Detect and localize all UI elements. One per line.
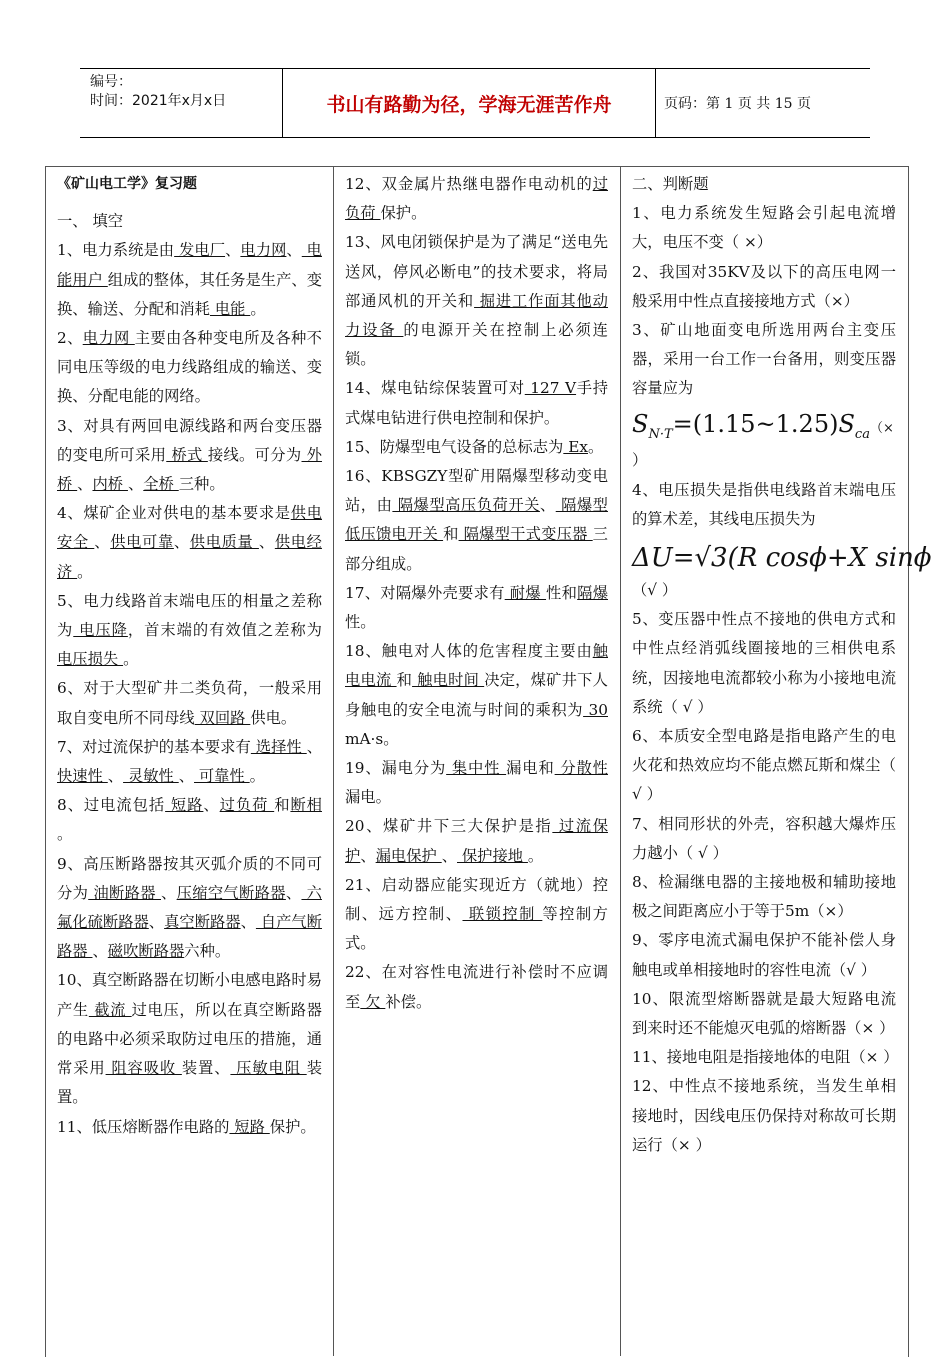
question-11 bbox=[57, 1113, 322, 1142]
judgment-12: 12、中性点不接地系统，当发生单相接地时，因线电压仍保持对称故可长期运行（× ） bbox=[632, 1077, 896, 1154]
answer-blank: 外桥 bbox=[57, 445, 322, 494]
doc-title: 《矿山电工学》复习题 bbox=[57, 176, 197, 192]
header-meta bbox=[90, 73, 280, 111]
judgment-4-mark: （√ ） bbox=[632, 581, 678, 600]
answer-blank: 漏电保护 bbox=[375, 846, 442, 865]
answer-blank: 发电厂 bbox=[174, 241, 226, 260]
answer-blank: 全桥 bbox=[143, 475, 179, 494]
question-text: mA·s。 bbox=[345, 729, 399, 748]
question-text: 组成的整体，其任务是生产、变换、输送、分配和消耗 bbox=[57, 270, 322, 318]
answer-blank: 分散性 bbox=[554, 759, 608, 778]
question-text: 装置。 bbox=[57, 1059, 322, 1107]
question-9 bbox=[57, 850, 322, 967]
question-13 bbox=[345, 228, 608, 374]
question-4 bbox=[57, 499, 322, 587]
answer-blank: 过负荷 bbox=[219, 796, 275, 815]
question-12 bbox=[345, 170, 608, 228]
column-divider bbox=[620, 166, 621, 1356]
answer-blank: 选择性 bbox=[250, 737, 307, 756]
answer-blank: 快速性 bbox=[57, 767, 108, 786]
question-text: 。 bbox=[249, 767, 265, 786]
answer-blank: 桥式 bbox=[166, 445, 208, 464]
question-text: 和 bbox=[443, 525, 459, 544]
question-text: 、 bbox=[286, 241, 302, 260]
question-5 bbox=[57, 587, 322, 675]
question-text: 六种。 bbox=[184, 942, 231, 961]
answer-blank: 隔爆型干式变压器 bbox=[458, 525, 593, 544]
answer-blank: 127 V bbox=[524, 379, 577, 398]
page-total: 15 bbox=[774, 96, 793, 112]
question-17 bbox=[345, 579, 608, 637]
column-3 bbox=[632, 170, 932, 1160]
question-text: 漏电。 bbox=[345, 788, 391, 807]
question-14 bbox=[345, 374, 608, 432]
answer-blank: 过流保护 bbox=[345, 817, 608, 865]
question-text: 、 bbox=[360, 846, 376, 865]
section-heading: 二、判断题 bbox=[632, 175, 709, 193]
question-text: 4、煤矿企业对供电的基本要求是 bbox=[57, 504, 291, 523]
question-text: 。 bbox=[123, 650, 139, 669]
answer-blank: 内桥 bbox=[92, 475, 128, 494]
page-number: 1 bbox=[724, 96, 734, 112]
question-text: 14、煤电钻综保装置可对 bbox=[345, 379, 525, 398]
judgment-5: 5、变压器中性点不接地的供电方式和中性点经消弧线圈接地的三相供电系统，因接地电流都较小称为小接地电流系统（ √ ） bbox=[632, 610, 896, 716]
question-text: 16、KBSGZY型矿用隔爆型移动变电站，由 bbox=[345, 467, 608, 515]
answer-blank: 保护接地 bbox=[457, 846, 528, 865]
formula-transformer-capacity: $S_{N\cdot T}=(1.15\sim 1.25)S_{ca}(\times$ bbox=[632, 409, 894, 442]
question-21 bbox=[345, 871, 608, 959]
question-2 bbox=[57, 324, 322, 412]
question-text: 三部分组成。 bbox=[345, 525, 608, 573]
header-slogan: 书山有路勤为径，学海无涯苦作舟 bbox=[282, 69, 656, 137]
answer-blank: 短路 bbox=[229, 1117, 270, 1136]
question-text: 、 bbox=[240, 913, 256, 932]
question-text: 15、防爆型电气设备的总标志为 bbox=[345, 437, 564, 456]
answer-blank: 油断路器 bbox=[88, 883, 161, 902]
answer-blank: 断相 bbox=[290, 796, 322, 815]
judgment-2: 2、我国对35KV及以下的高压电网一般采用中性点直接接地方式（×） bbox=[632, 262, 896, 310]
question-text: 。 bbox=[77, 562, 93, 581]
question-text: 保护。 bbox=[380, 204, 427, 223]
question-text: 决定，煤矿井下人身触电的安全电流与时间的乘积为 bbox=[345, 671, 608, 719]
question-text: 22、在对容性电流进行补偿时不应调至 bbox=[345, 963, 608, 1011]
question-text: 、 bbox=[225, 241, 241, 260]
section-heading: 一、 填空 bbox=[57, 212, 124, 231]
judgment-7: 7、相同形状的外壳，容积越大爆炸压力越小（ √ ） bbox=[632, 814, 896, 862]
question-text: 、 bbox=[173, 533, 190, 552]
question-text: 、 bbox=[306, 737, 323, 756]
question-text: 、 bbox=[441, 846, 457, 865]
question-text: 13、风电闭锁保护是为了满足“送电先送风，停风必断电”的技术要求，将局部通风机的开关和 bbox=[345, 233, 608, 310]
question-7 bbox=[57, 733, 322, 791]
question-text: 、 bbox=[539, 496, 556, 515]
question-text: 、 bbox=[92, 942, 108, 961]
answer-blank: 供电可靠 bbox=[110, 533, 174, 552]
judgment-3: 3、矿山地面变电所选用两台主变压器，采用一台工作一台备用，则变压器容量应为 bbox=[632, 321, 896, 398]
answer-blank: 掘进工作面其他动力设备 bbox=[345, 291, 608, 340]
question-text: 等控制方式。 bbox=[345, 905, 608, 953]
question-text: 、 bbox=[178, 767, 195, 786]
answer-blank: 供电质量 bbox=[189, 533, 259, 552]
answer-blank: 集中性 bbox=[446, 759, 507, 778]
question-text: 补偿。 bbox=[385, 992, 432, 1011]
answer-blank: 触电电流 bbox=[345, 642, 608, 690]
answer-blank: 截流 bbox=[88, 1000, 132, 1019]
question-text: ，首末端的有效值之差称为 bbox=[127, 621, 322, 640]
question-text: 。 bbox=[527, 846, 544, 865]
question-text: 保护。 bbox=[269, 1117, 316, 1136]
answer-blank: 电压损失 bbox=[57, 650, 124, 669]
column-2 bbox=[345, 170, 608, 1017]
answer-blank: 压敏电阻 bbox=[230, 1059, 307, 1078]
judgment-11: 11、接地电阻是指接地体的电阻（× ） bbox=[632, 1048, 899, 1067]
number-label: 编号： bbox=[90, 74, 132, 90]
judgment-1: 1、电力系统发生短路会引起电流增大，电压不变（ ×） bbox=[632, 204, 896, 252]
question-text: 8、过电流包括 bbox=[57, 796, 166, 815]
question-text: 和 bbox=[396, 671, 413, 690]
answer-blank: 灵敏性 bbox=[123, 767, 179, 786]
column-1 bbox=[57, 170, 322, 1142]
answer-blank: 联锁控制 bbox=[462, 905, 543, 924]
question-text: 性和 bbox=[546, 583, 578, 602]
answer-blank: 短路 bbox=[165, 796, 204, 815]
answer-blank: 供电经济 bbox=[57, 533, 322, 581]
question-text: 、 bbox=[107, 767, 124, 786]
question-text: 12、双金属片热继电器作电动机的 bbox=[345, 175, 593, 193]
question-text: 供电。 bbox=[250, 708, 297, 727]
answer-blank: 隔爆型高压负荷开关 bbox=[392, 496, 540, 515]
answer-blank: 过负荷 bbox=[345, 175, 608, 223]
answer-blank: 真空断路器 bbox=[164, 913, 241, 932]
answer-blank: 触电时间 bbox=[412, 671, 485, 690]
question-text: 主要由各种变电所及各种不同电压等级的电力线路组成的输送、变换、分配电能的网络。 bbox=[57, 329, 322, 406]
question-text: 、 bbox=[148, 913, 165, 932]
answer-blank: Ex bbox=[563, 437, 588, 456]
answer-blank: 隔爆 bbox=[577, 583, 608, 602]
formula-voltage-loss: ΔU=√3(R cosϕ+X sinϕ bbox=[632, 543, 932, 574]
answer-blank: 磁吹断路器 bbox=[107, 942, 185, 961]
answer-blank: 双回路 bbox=[194, 708, 251, 727]
question-text: 、 bbox=[94, 533, 111, 552]
judgment-10: 10、限流型熔断器就是最大短路电流到来时还不能熄灭电弧的熔断器（× ） bbox=[632, 989, 896, 1038]
question-text: 。 bbox=[250, 299, 266, 318]
question-text: 性。 bbox=[345, 613, 376, 632]
answer-blank: 电能 bbox=[209, 299, 251, 318]
question-8 bbox=[57, 791, 322, 849]
column-divider bbox=[333, 166, 334, 1356]
question-text: 、 bbox=[161, 883, 177, 902]
answer-blank: 自产气断路器 bbox=[57, 913, 322, 961]
question-text: 三种。 bbox=[178, 475, 225, 494]
question-19 bbox=[345, 754, 608, 812]
judgment-4: 4、电压损失是指供电线路首末端电压的算术差，其线电压损失为 bbox=[632, 480, 896, 528]
question-text: 过电压，所以在真空断路器的电路中必须采取防过电压的措施，通常采用 bbox=[57, 1000, 322, 1078]
question-text: 、 bbox=[127, 475, 144, 494]
question-text: 17、对隔爆外壳要求有 bbox=[345, 583, 505, 602]
question-15 bbox=[345, 433, 608, 462]
question-10 bbox=[57, 966, 322, 1112]
answer-blank: 供电安全 bbox=[57, 504, 322, 552]
judgment-3-mark: ） bbox=[632, 451, 648, 470]
question-text: 6、对于大型矿井二类负荷，一般采用取自变电所不同母线 bbox=[57, 679, 322, 727]
question-1 bbox=[57, 236, 322, 324]
question-6 bbox=[57, 674, 322, 732]
question-text: 、 bbox=[258, 533, 275, 552]
question-text: 7、对过流保护的基本要求有 bbox=[57, 737, 251, 756]
question-text: 和 bbox=[274, 796, 291, 815]
question-text: 装置、 bbox=[181, 1059, 231, 1078]
question-text: 的电源开关在控制上必须连锁。 bbox=[345, 321, 608, 369]
answer-blank: 30 bbox=[583, 700, 608, 719]
answer-blank: 电压降 bbox=[73, 621, 128, 640]
question-20 bbox=[345, 812, 608, 870]
judgment-8: 8、检漏继电器的主接地极和辅助接地极之间距离应小于等于5m（×） bbox=[632, 873, 896, 921]
answer-blank: 阻容吸收 bbox=[105, 1059, 182, 1078]
page-counter: 页码：第 1 页 共 15 页 bbox=[664, 96, 812, 112]
question-text: 1、电力系统是由 bbox=[57, 241, 175, 260]
question-text: 。 bbox=[587, 437, 604, 456]
question-text: 10、真空断路器在切断小电感电路时易产生 bbox=[57, 971, 322, 1019]
question-text: 20、煤矿井下三大保护是指 bbox=[345, 817, 553, 836]
answer-blank: 六氟化硫断路器 bbox=[57, 883, 322, 932]
answer-blank: 压缩空气断路器 bbox=[176, 883, 286, 902]
question-text: 漏电和 bbox=[506, 759, 555, 778]
answer-blank: 可靠性 bbox=[194, 767, 250, 786]
question-18 bbox=[345, 637, 608, 754]
page-header bbox=[80, 68, 870, 138]
question-text: 。 bbox=[57, 825, 73, 844]
answer-blank: 电能用户 bbox=[57, 241, 322, 289]
answer-blank: 电力网 bbox=[240, 241, 287, 260]
question-text: 、 bbox=[203, 796, 220, 815]
question-text: 18、触电对人体的危害程度主要由 bbox=[345, 642, 593, 661]
question-text: 2、 bbox=[57, 329, 83, 348]
judgment-9: 9、零序电流式漏电保护不能补偿人身触电或单相接地时的容性电流（√ ） bbox=[632, 931, 896, 979]
question-3 bbox=[57, 412, 322, 500]
question-text: 19、漏电分为 bbox=[345, 759, 447, 778]
question-16 bbox=[345, 462, 608, 579]
time-label: 时间：2021年x月x日 bbox=[90, 93, 227, 109]
question-text: 、 bbox=[77, 475, 93, 494]
question-text: 11、低压熔断器作电路的 bbox=[57, 1117, 230, 1136]
question-text: 3、对具有两回电源线路和两台变压器的变电所可采用 bbox=[57, 416, 322, 464]
answer-blank: 耐爆 bbox=[504, 583, 547, 602]
answer-blank: 隔爆型低压馈电开关 bbox=[345, 496, 608, 544]
question-22 bbox=[345, 958, 608, 1016]
answer-blank: 欠 bbox=[360, 992, 386, 1011]
question-text: 手持式煤电钻进行供电控制和保护。 bbox=[345, 379, 608, 427]
question-text: 9、高压断路器按其灭弧介质的不同可分为 bbox=[57, 854, 322, 902]
answer-blank: 电力网 bbox=[82, 329, 135, 348]
judgment-6: 6、本质安全型电路是指电路产生的电火花和热效应均不能点燃瓦斯和煤尘（ √ ） bbox=[632, 727, 896, 804]
question-text: 接线。可分为 bbox=[207, 445, 302, 464]
question-text: 5、电力线路首末端电压的相量之差称为 bbox=[57, 591, 322, 640]
question-text: 、 bbox=[285, 883, 302, 902]
question-text: 21、启动器应能实现近方（就地）控制、远方控制、 bbox=[345, 875, 608, 924]
